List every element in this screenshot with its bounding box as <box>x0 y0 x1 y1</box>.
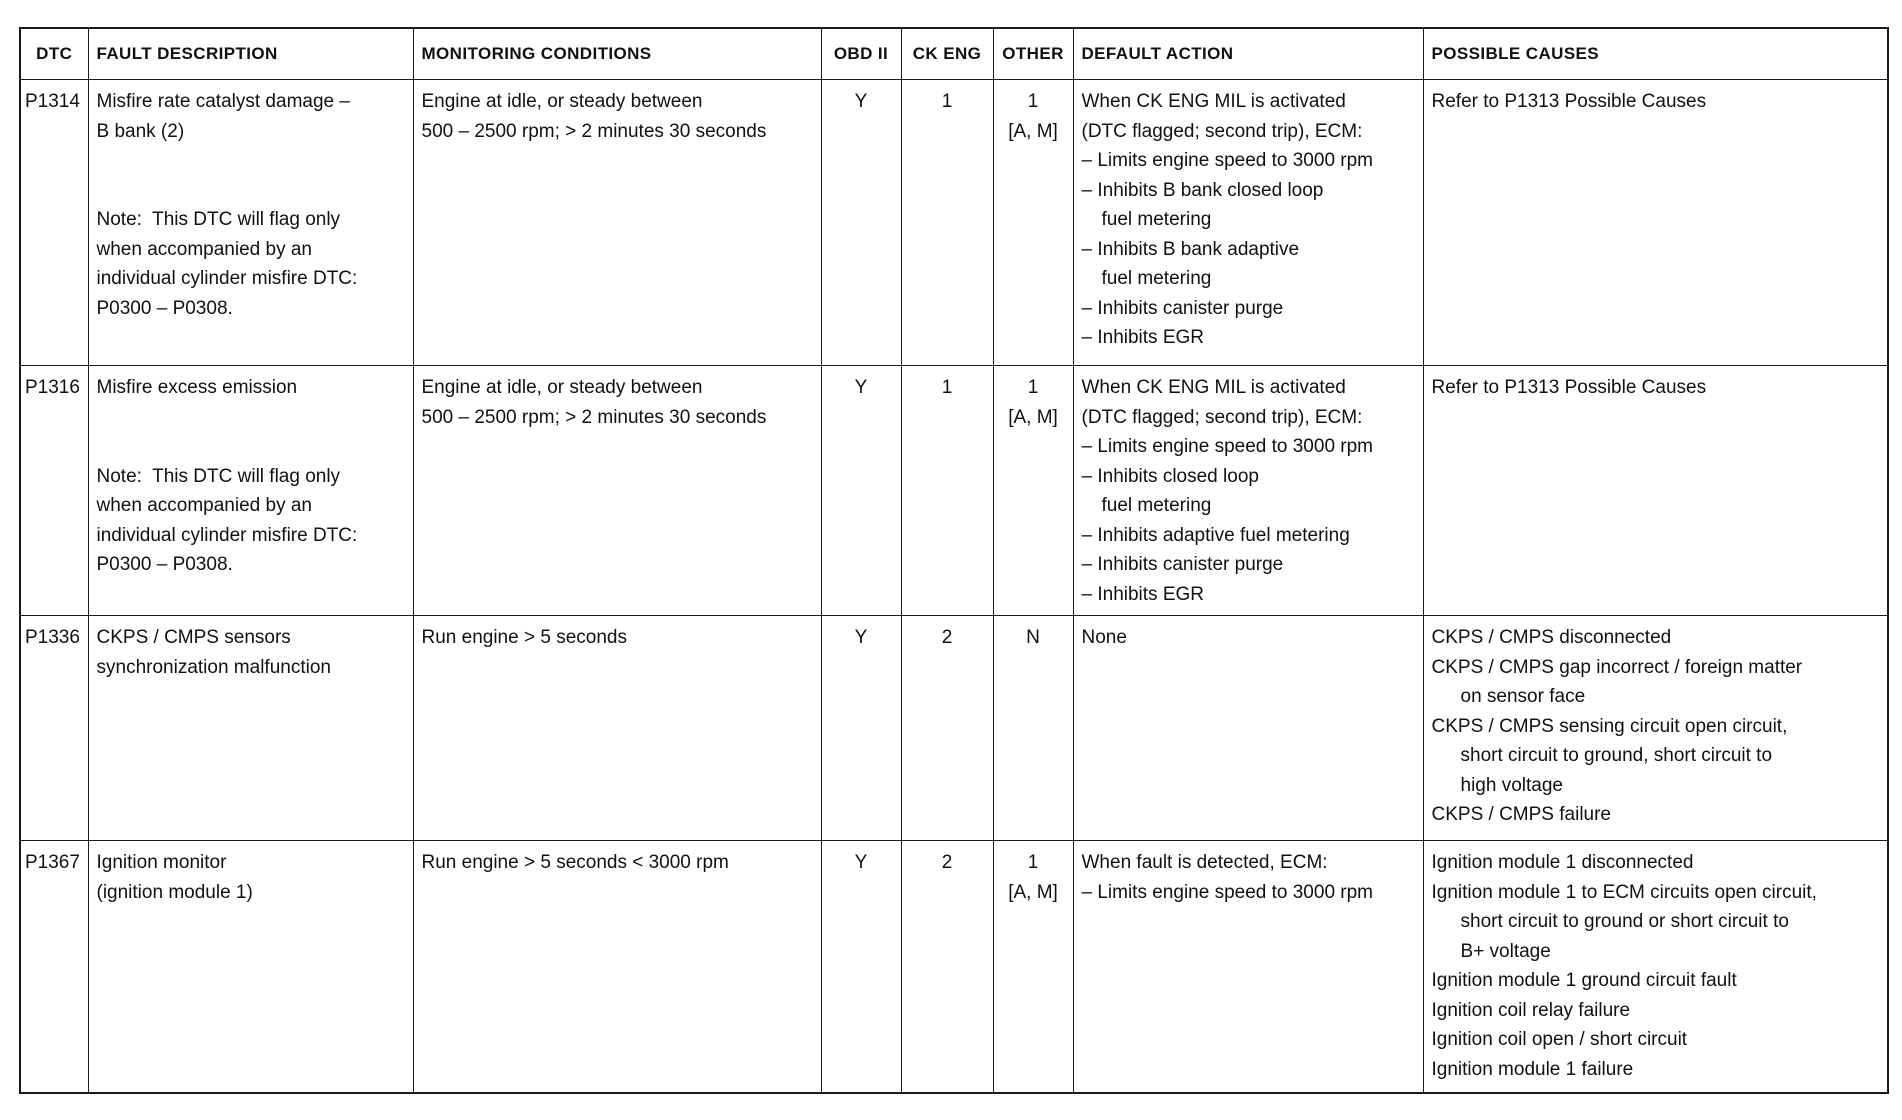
other-line: [A, M] <box>1008 406 1058 428</box>
default-action-intro: When CK ENG MIL is activated <box>1081 91 1346 112</box>
possible-cause-item <box>1432 996 1880 1026</box>
cell-default-action <box>1073 80 1423 366</box>
possible-cause-line: Ignition module 1 to ECM circuits open circuit, <box>1431 881 1817 903</box>
table-row <box>20 841 1888 1093</box>
default-action-line: – Inhibits EGR <box>1081 327 1204 348</box>
monitoring-line: 500 – 2500 rpm; > 2 minutes 30 seconds <box>421 406 767 428</box>
header-row <box>20 28 1888 80</box>
possible-cause-item <box>1432 800 1880 830</box>
default-action-line: – Inhibits B bank closed loop <box>1081 179 1324 201</box>
possible-cause-line: short circuit to ground or short circuit to <box>1460 911 1789 932</box>
default-action-item <box>1082 878 1415 908</box>
fault-note-line: P0300 – P0308. <box>96 297 233 319</box>
default-action-item <box>1082 521 1415 551</box>
possible-cause-item <box>1432 653 1880 712</box>
default-action-item <box>1082 462 1415 521</box>
cell-fault-description <box>88 841 413 1093</box>
possible-cause-line: Ignition coil open / short circuit <box>1431 1029 1688 1050</box>
possible-cause-item <box>1432 878 1880 967</box>
possible-cause-line: short circuit to ground, short circuit to <box>1460 745 1773 766</box>
monitoring-line: Engine at idle, or steady between <box>421 91 703 112</box>
possible-cause-item <box>1432 1025 1880 1055</box>
possible-cause-line: Refer to P1313 Possible Causes <box>1431 377 1707 398</box>
default-action-intro: When fault is detected, ECM: <box>1081 852 1328 873</box>
cell-ck-eng <box>901 80 993 366</box>
obd-ii-value: Y <box>854 377 868 398</box>
cell-other <box>993 80 1073 366</box>
fault-description-line: Misfire rate catalyst damage – <box>96 91 350 112</box>
default-action-item <box>1082 146 1415 176</box>
monitoring-line: 500 – 2500 rpm; > 2 minutes 30 seconds <box>421 120 767 142</box>
default-action-item <box>1082 432 1415 462</box>
ck-eng-value: 1 <box>941 377 953 398</box>
table-row <box>20 80 1888 366</box>
header-ck-eng: CK ENG <box>901 28 993 80</box>
fault-note <box>97 462 405 580</box>
dtc-table <box>19 27 1889 1094</box>
cell-dtc <box>20 616 88 841</box>
default-action-line: – Inhibits canister purge <box>1081 297 1284 319</box>
cell-other <box>993 841 1073 1093</box>
cell-ck-eng <box>901 841 993 1093</box>
cell-fault-description <box>88 366 413 616</box>
other-line: [A, M] <box>1008 881 1058 903</box>
possible-cause-item <box>1432 712 1880 801</box>
default-action-item <box>1082 176 1415 235</box>
possible-cause-line: CKPS / CMPS gap incorrect / foreign matter <box>1431 656 1803 678</box>
cell-dtc <box>20 366 88 616</box>
default-action-line: – Limits engine speed to 3000 rpm <box>1081 436 1374 457</box>
fault-note-line: individual cylinder misfire DTC: <box>96 268 358 289</box>
possible-cause-item <box>1432 966 1880 996</box>
default-action-intro: None <box>1081 627 1127 648</box>
cell-obd-ii <box>821 841 901 1093</box>
other-line: 1 <box>1027 91 1039 112</box>
dtc-document <box>19 27 1887 1094</box>
cell-obd-ii <box>821 366 901 616</box>
cell-obd-ii <box>821 80 901 366</box>
fault-note-line: when accompanied by an <box>96 238 312 260</box>
other-line: N <box>1026 627 1040 648</box>
fault-description-line: CKPS / CMPS sensors <box>96 627 291 648</box>
dtc-code: P1316 <box>25 377 80 398</box>
header-possible-causes: POSSIBLE CAUSES <box>1423 28 1888 80</box>
fault-note-line: individual cylinder misfire DTC: <box>96 524 358 546</box>
default-action-line: – Limits engine speed to 3000 rpm <box>1081 150 1374 171</box>
obd-ii-value: Y <box>854 852 868 873</box>
default-action-item <box>1082 550 1415 580</box>
default-action-line: – Inhibits B bank adaptive <box>1081 238 1300 260</box>
header-monitoring-conditions: MONITORING CONDITIONS <box>413 28 821 80</box>
cell-dtc <box>20 841 88 1093</box>
possible-cause-line: Ignition module 1 disconnected <box>1431 852 1694 873</box>
cell-default-action <box>1073 366 1423 616</box>
fault-description-line: B bank (2) <box>96 120 185 142</box>
other-line: [A, M] <box>1008 120 1058 142</box>
monitoring-line: Engine at idle, or steady between <box>421 377 703 398</box>
cell-ck-eng <box>901 616 993 841</box>
fault-note-line: when accompanied by an <box>96 495 312 516</box>
table-row <box>20 616 1888 841</box>
cell-monitoring-conditions <box>413 80 821 366</box>
cell-default-action <box>1073 841 1423 1093</box>
header-obd-ii: OBD II <box>821 28 901 80</box>
cell-dtc <box>20 80 88 366</box>
possible-cause-item <box>1432 373 1880 403</box>
monitoring-line: Run engine > 5 seconds < 3000 rpm <box>421 852 729 873</box>
ck-eng-value: 2 <box>941 627 953 648</box>
default-action-line: – Inhibits canister purge <box>1081 554 1284 575</box>
ck-eng-value: 1 <box>941 91 953 112</box>
header-dtc: DTC <box>20 28 88 80</box>
default-action-item <box>1082 294 1415 324</box>
default-action-line: fuel metering <box>1101 268 1212 289</box>
fault-description-line: Ignition monitor <box>96 852 227 873</box>
cell-fault-description <box>88 80 413 366</box>
obd-ii-value: Y <box>854 627 868 648</box>
possible-cause-line: on sensor face <box>1460 686 1586 707</box>
header-fault-description: FAULT DESCRIPTION <box>88 28 413 80</box>
header-other: OTHER <box>993 28 1073 80</box>
fault-description-line: (ignition module 1) <box>96 881 253 903</box>
possible-cause-line: Ignition module 1 failure <box>1431 1058 1634 1080</box>
fault-note-line: Note: This DTC will flag only <box>96 209 341 230</box>
default-action-intro: (DTC flagged; second trip), ECM: <box>1081 120 1363 142</box>
default-action-line: fuel metering <box>1101 209 1212 230</box>
default-action-line: – Limits engine speed to 3000 rpm <box>1081 881 1374 903</box>
header-default-action: DEFAULT ACTION <box>1073 28 1423 80</box>
default-action-line: fuel metering <box>1101 495 1212 516</box>
ck-eng-value: 2 <box>941 852 953 873</box>
other-line: 1 <box>1027 852 1039 873</box>
cell-possible-causes <box>1423 616 1888 841</box>
monitoring-line: Run engine > 5 seconds <box>421 627 627 648</box>
cell-obd-ii <box>821 616 901 841</box>
cell-monitoring-conditions <box>413 616 821 841</box>
cell-possible-causes <box>1423 80 1888 366</box>
possible-cause-line: CKPS / CMPS failure <box>1431 804 1611 825</box>
default-action-intro: (DTC flagged; second trip), ECM: <box>1081 406 1363 428</box>
possible-cause-line: Refer to P1313 Possible Causes <box>1431 91 1707 112</box>
default-action-line: – Inhibits closed loop <box>1081 465 1259 487</box>
default-action-item <box>1082 235 1415 294</box>
dtc-code: P1367 <box>25 852 80 873</box>
possible-cause-item <box>1432 623 1880 653</box>
default-action-item <box>1082 580 1415 610</box>
cell-default-action <box>1073 616 1423 841</box>
fault-description-line: synchronization malfunction <box>96 656 331 678</box>
fault-note-line: P0300 – P0308. <box>96 554 233 575</box>
fault-note <box>97 205 405 323</box>
obd-ii-value: Y <box>854 91 868 112</box>
possible-cause-line: CKPS / CMPS sensing circuit open circuit, <box>1431 715 1788 737</box>
default-action-intro: When CK ENG MIL is activated <box>1081 377 1346 398</box>
table-row <box>20 366 1888 616</box>
dtc-code: P1314 <box>25 91 80 112</box>
fault-note-line: Note: This DTC will flag only <box>96 465 341 487</box>
possible-cause-line: Ignition module 1 ground circuit fault <box>1431 970 1737 991</box>
possible-cause-line: high voltage <box>1460 774 1563 796</box>
cell-monitoring-conditions <box>413 366 821 616</box>
possible-cause-item <box>1432 848 1880 878</box>
default-action-line: – Inhibits adaptive fuel metering <box>1081 524 1350 546</box>
possible-cause-line: CKPS / CMPS disconnected <box>1431 627 1672 648</box>
possible-cause-line: Ignition coil relay failure <box>1431 999 1631 1021</box>
cell-possible-causes <box>1423 366 1888 616</box>
possible-cause-item <box>1432 87 1880 117</box>
cell-fault-description <box>88 616 413 841</box>
other-line: 1 <box>1027 377 1039 398</box>
cell-other <box>993 616 1073 841</box>
default-action-line: – Inhibits EGR <box>1081 583 1204 605</box>
possible-cause-line: B+ voltage <box>1460 940 1551 962</box>
cell-possible-causes <box>1423 841 1888 1093</box>
dtc-code: P1336 <box>25 627 80 648</box>
default-action-item <box>1082 323 1415 353</box>
fault-description-line: Misfire excess emission <box>96 377 298 398</box>
cell-other <box>993 366 1073 616</box>
cell-ck-eng <box>901 366 993 616</box>
possible-cause-item <box>1432 1055 1880 1085</box>
cell-monitoring-conditions <box>413 841 821 1093</box>
